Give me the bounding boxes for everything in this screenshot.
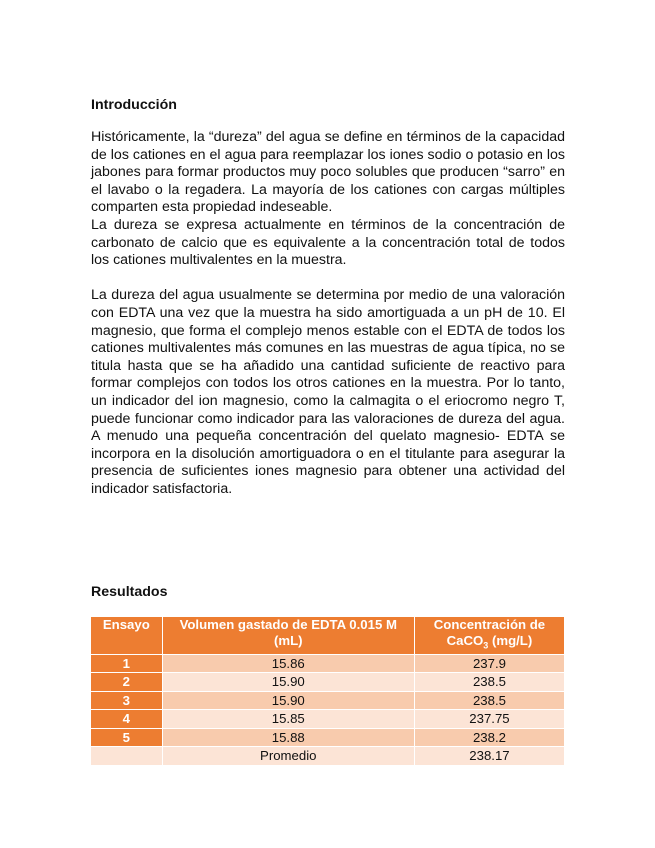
ensayo-cell: 3 [91,691,162,710]
ensayo-cell: 5 [91,728,162,747]
paragraph-gap [91,270,565,288]
volumen-cell: 15.90 [162,673,414,692]
average-value: 238.17 [414,747,564,765]
table-row [91,654,564,673]
intro-paragraph-1: Históricamente, la “dureza” del agua se define en términos de la capacidad de los cationes en el agua para reemplazar los iones sodio o potasio en los jabones para formar productos muy poco solubles que producen “sarro” en el lavabo o la regadera. La mayoría de los cationes con cargas múltiples comparten esta propiedad indeseable. [91,129,565,216]
concentracion-cell: 238.2 [414,728,564,747]
ensayo-cell: 2 [91,673,162,692]
results-heading: Resultados [91,584,168,600]
table-row [91,728,564,747]
average-label: Promedio [162,747,414,765]
introduction-heading: Introducción [91,97,177,113]
table-header-row [91,617,564,654]
ensayo-cell: 1 [91,654,162,673]
column-header-ensayo: Ensayo [91,617,162,654]
volumen-cell: 15.85 [162,710,414,729]
concentracion-cell: 238.5 [414,691,564,710]
table-row [91,673,564,692]
concentracion-cell: 238.5 [414,673,564,692]
ensayo-cell: 4 [91,710,162,729]
introduction-section [91,96,565,498]
column-header-concentracion [414,617,564,654]
table-row [91,710,564,729]
column-header-concentracion-text: Concentración de CaCO [433,617,546,648]
intro-paragraph-2: La dureza se expresa actualmente en términos de la concentración de carbonato de calcio que es equivalente a la concentración total de todos los cationes multivalentes en la muestra. [91,216,565,269]
concentracion-cell: 237.9 [414,654,564,673]
volumen-cell: 15.88 [162,728,414,747]
column-header-unit: (mg/L) [488,633,533,648]
subscript-3: 3 [483,640,489,651]
volumen-cell: 15.86 [162,654,414,673]
results-table [91,617,564,765]
average-row [91,747,564,765]
column-header-volumen: Volumen gastado de EDTA 0.015 M (mL) [162,617,414,654]
intro-paragraph-3: La dureza del agua usualmente se determina por medio de una valoración con EDTA una vez que la muestra ha sido amortiguada a un pH de 10. El magnesio, que forma el complejo menos estable con el EDTA de todos los cationes multivalentes más comunes en las muestras de agua típica, no se titula hasta que se ha añadido una cantidad suficiente de reactivo para formar complejos con todos los otros cationes en la muestra. Por lo tanto, un indicador del ion magnesio, como la calmagita o el eriocromo negro T, puede funcionar como indicador para las valoraciones de dureza del agua. A menudo una pequeña concentración del quelato magnesio- EDTA se incorpora en la disolución amortiguadora o en el titulante para asegurar la presencia de suficientes iones magnesio para obtener una actividad del indicador satisfactoria. [91,287,565,497]
table-row [91,691,564,710]
concentracion-cell: 237.75 [414,710,564,729]
average-empty-cell [91,747,162,765]
volumen-cell: 15.90 [162,691,414,710]
